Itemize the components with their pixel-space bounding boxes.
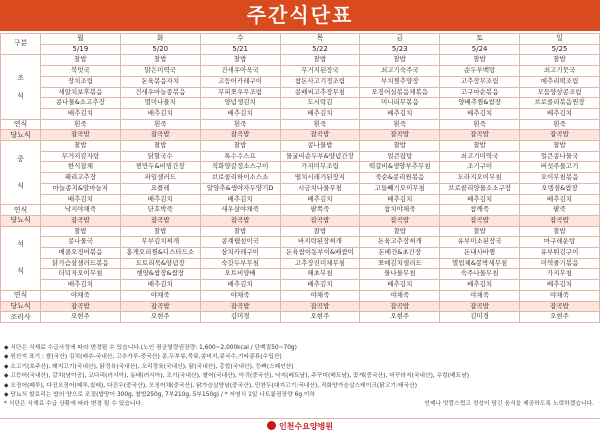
menu-cell: 오뎅점&쌈장 [520, 183, 600, 194]
menu-cell: 김미경 [200, 312, 280, 323]
menu-cell: 직화양갈정소스구이 [200, 162, 280, 173]
menu-cell: 무피쪼우무조림 [200, 87, 280, 98]
menu-cell: 찰밥 [41, 141, 121, 152]
header-label: 구분 [1, 34, 41, 55]
menu-cell: 고구마순볶음 [440, 87, 520, 98]
meal-category-label: 당뇨식 [1, 215, 41, 226]
menu-cell: 모둠양상콩조림 [520, 87, 600, 98]
menu-cell: 톡수수스프 [200, 151, 280, 162]
menu-cell: 멸미나물치 [120, 98, 200, 109]
menu-cell: 물굴비순두부&양념간장 [280, 151, 360, 162]
page-title: 주간식단표 [246, 3, 354, 27]
note-line: ◆ 당뇨식 할로리는 밥의 양으로 조절(밥양이 300g, 찰밥250g, 7부210g, 5부150g) / * 저염식 1일 나트륨권장량 6g 이하 [4, 391, 316, 398]
note-line: ◆ 원산지 표기 : 쌀(국산) 김치(배추-국내산, 고추가루-중국산) 콩,두부류,묵류,콩비지,콩국수,기타콩류(수입산) [4, 354, 282, 361]
menu-cell: 닭할국수 [120, 151, 200, 162]
day-header: 화 [120, 34, 200, 45]
menu-cell: 홍게오리찜&디스타드소 [120, 248, 200, 259]
menu-cell: 유부미소된장국 [440, 237, 520, 248]
menu-cell: 무부김치찌개 [120, 237, 200, 248]
date-header: 5/21 [200, 44, 280, 55]
menu-cell: 단호박죽 [120, 205, 200, 216]
date-header: 5/22 [280, 44, 360, 55]
menu-cell: 야채죽 [41, 290, 121, 301]
note-line: ◆ 오징어(페루), 다진오징어(페루,칠레), 다진우(중국산), 오징어채(중국산), 닭가슴살양념(중국산), 민찬두(대지고기:국내산), 직화양가슴살스테이크(닭고기:태국산) [4, 382, 418, 389]
menu-cell: 찰밥 [120, 226, 200, 237]
menu-cell: 잡곡밥 [520, 215, 600, 226]
menu-cell: 배추김치 [200, 108, 280, 119]
menu-cell: 배추김치 [200, 194, 280, 205]
menu-cell: 배추김치 [280, 108, 360, 119]
menu-cell: 낙지야채죽 [41, 205, 121, 216]
menu-cell: 찰밥 [360, 55, 440, 66]
menu-cell: 잡곡밥 [360, 215, 440, 226]
menu-cell: 잡곡밥 [520, 301, 600, 312]
menu-cell: 흰죽 [360, 119, 440, 130]
menu-cell: 김미경 [440, 312, 520, 323]
menu-cell: 야채죽 [360, 290, 440, 301]
menu-cell: 잡곡밥 [360, 301, 440, 312]
menu-cell: 참돈사고기정조림 [280, 76, 360, 87]
note-line: ◆ 소고기(호주산), 돼지고기(국내산), 닭정육(국내산), 오리정육(국내산), 닭(국내산), 홍합(국내산), 등뼈(스페인산) [4, 363, 294, 370]
menu-cell: 무거지감자탕 [41, 151, 121, 162]
menu-cell: 찰밥 [440, 226, 520, 237]
menu-cell: 찰밥 [360, 226, 440, 237]
menu-cell: 잡곡밥 [200, 215, 280, 226]
menu-cell: 배추김치 [360, 108, 440, 119]
menu-cell: 찰밥 [200, 55, 280, 66]
menu-cell: 배추김치 [120, 194, 200, 205]
menu-cell: 오징어실볶음채볶음 [360, 87, 440, 98]
day-header: 금 [360, 34, 440, 45]
menu-cell: 맑은미역국 [120, 66, 200, 77]
menu-cell: 배추김치 [520, 108, 600, 119]
menu-cell: 오이무침볶음 [520, 173, 600, 184]
menu-cell: 잡곡밥 [280, 130, 360, 141]
menu-cell: 찰밥 [520, 141, 600, 152]
day-header: 토 [440, 34, 520, 45]
notes-section [0, 344, 600, 410]
menu-cell: 흰죽 [200, 119, 280, 130]
menu-cell: 가지미무조림 [280, 162, 360, 173]
menu-cell: 찰밥 [120, 55, 200, 66]
menu-cell: 떡갈비&생양부추무침 [360, 162, 440, 173]
menu-cell: 닭가슴살샐러드볶음 [41, 258, 121, 269]
menu-cell: 패리고추장 [41, 173, 121, 184]
menu-cell: 쇠고기숙주국 [360, 66, 440, 77]
menu-cell: 잡곡밥 [120, 130, 200, 141]
menu-cell: 조기구이 [440, 162, 520, 173]
menu-cell: 돈내사바찜 [440, 248, 520, 259]
meal-category-label: 중 식 [1, 141, 41, 205]
menu-cell: 삼치카레구이 [200, 248, 280, 259]
menu-cell: 고추장무조림 [440, 76, 520, 87]
menu-cell: 잡곡밥 [41, 215, 121, 226]
meal-category-label: 당뇨식 [1, 130, 41, 141]
menu-cell: 잡곡밥 [520, 130, 600, 141]
menu-cell: 해초무침 [280, 269, 360, 280]
menu-cell: 가지무침 [520, 269, 600, 280]
note-line: ◆ 고등어(국내산), 갈치(남아공), 코다리(러시아), 동태(러시아), 조기(국내산), 쌀어(국내산), 아귀(중국산), 낙지(베트남), 주꾸미(베트남), 꽃게(중국산), 미꾸라지(국내산), 우렁(베트남) [4, 373, 470, 380]
menu-cell: 배추김치 [360, 280, 440, 291]
menu-cell: 야채죽 [440, 290, 520, 301]
menu-cell: 배추김치 [360, 194, 440, 205]
menu-cell: 도라지오이무침 [440, 173, 520, 184]
menu-cell: 매콤오징어볶음 [41, 248, 121, 259]
meal-category-label: 당뇨식 [1, 301, 41, 312]
menu-cell: 콩계웹섬이국 [200, 237, 280, 248]
menu-cell: 찐만두&비빔간장 [120, 162, 200, 173]
menu-cell: 미니리무볶음 [360, 98, 440, 109]
menu-cell: 바지락된장찌개 [280, 237, 360, 248]
menu-cell: 쇠고기뭇국 [520, 66, 600, 77]
menu-cell: 흰죽 [120, 119, 200, 130]
menu-cell: 배추김치 [280, 280, 360, 291]
menu-cell: 찰밥 [200, 226, 280, 237]
menu-cell: 흰죽 [280, 119, 360, 130]
date-header: 5/25 [520, 44, 600, 55]
menu-cell: 콩나물국 [41, 237, 121, 248]
menu-cell: 오트비양배 [200, 269, 280, 280]
menu-cell: 야채죽 [120, 290, 200, 301]
menu-cell: 북엇국 [41, 66, 121, 77]
menu-cell: 흰죽 [41, 119, 121, 130]
menu-cell: 미역줄기볶음 [520, 258, 600, 269]
menu-cell: 새알치보후볶음 [41, 87, 121, 98]
menu-cell: 찰밥 [520, 55, 600, 66]
menu-cell: 찰밥 [440, 141, 520, 152]
menu-cell: 브로콜리양물소소구장 [440, 183, 520, 194]
menu-cell: 잡곡밥 [440, 215, 520, 226]
menu-cell: 잡곡밥 [41, 130, 121, 141]
menu-cell: 야채죽 [280, 290, 360, 301]
menu-cell: 오현주 [41, 312, 121, 323]
menu-cell: 찰밥 [280, 55, 360, 66]
footer-right-note: 언제나 맛깔스럽고 정성이 담긴 음식을 제공하도록 노력하겠습니다. [424, 401, 594, 408]
date-header: 5/24 [440, 44, 520, 55]
menu-cell: 돈육쌈이동부이&배쌈이 [280, 248, 360, 259]
menu-cell: 찰밥 [120, 141, 200, 152]
menu-cell: 멸업체&봉박세무침 [440, 258, 520, 269]
menu-cell: 찰밥 [41, 55, 121, 66]
menu-cell: 도토리묵&양념장 [120, 258, 200, 269]
menu-cell: 브로콜리볶음찐장 [520, 98, 600, 109]
menu-cell: 떨치시래기된장지 [280, 173, 360, 184]
menu-cell: 콩배씨고추장무침 [280, 87, 360, 98]
hospital-name: 인천수요양병원 [278, 422, 334, 431]
menu-cell: 돈육볶음자치 [120, 76, 200, 87]
menu-cell: 돈배건&초간장 [360, 248, 440, 259]
menu-cell: 배추김치 [120, 108, 200, 119]
menu-cell: 마구레운탕 [520, 237, 600, 248]
menu-cell: 배추김치 [520, 280, 600, 291]
menu-cell: 잡곡밥 [440, 301, 520, 312]
menu-cell: 잡곡밥 [41, 301, 121, 312]
menu-cell: 돈육고추장찌개 [360, 237, 440, 248]
menu-cell: 찰밥 [520, 226, 600, 237]
menu-cell: 파일샐러드 [120, 173, 200, 184]
menu-cell: 얼큰콩나물국 [520, 151, 600, 162]
menu-cell: 유부튀김구이 [520, 248, 600, 259]
menu-cell: 양배추찜&쌈장 [440, 98, 520, 109]
menu-cell: 잡곡밥 [200, 301, 280, 312]
meal-category-label: 조리사 [1, 312, 41, 323]
menu-cell: 얼큰잡탕 [360, 151, 440, 162]
menu-cell: 고추장진미채무침 [280, 258, 360, 269]
menu-cell: 찰밥 [360, 141, 440, 152]
menu-cell: 요플레 [120, 183, 200, 194]
menu-cell: 새우살야채죽 [200, 205, 280, 216]
menu-cell: 배추김치 [41, 108, 121, 119]
menu-cell: 버섯주물고기 [520, 162, 600, 173]
menu-cell: 건새우아욱국 [200, 66, 280, 77]
menu-cell: 죽순&콩리원볶음 [360, 173, 440, 184]
menu-cell: 순두부백탕 [440, 66, 520, 77]
menu-cell: 찰밥 [280, 226, 360, 237]
menu-cell: 야채죽 [200, 290, 280, 301]
menu-cell: 쪼매김치샐러드 [360, 258, 440, 269]
menu-cell: 찰밥 [440, 55, 520, 66]
date-header: 5/20 [120, 44, 200, 55]
menu-cell: 오현주 [120, 312, 200, 323]
menu-cell: 콩나물&소고추장 [41, 98, 121, 109]
menu-cell: 건새우마늘종볶음 [120, 87, 200, 98]
hospital-brand [0, 419, 600, 434]
menu-cell: 양념생김치 [200, 98, 280, 109]
menu-cell: 햇양&쌈장&쌈장 [120, 269, 200, 280]
menu-cell: 오현주 [360, 312, 440, 323]
menu-table [0, 33, 600, 323]
hospital-logo-icon [267, 421, 276, 430]
menu-cell: 배추김치 [41, 194, 121, 205]
menu-cell: 참치야채죽 [360, 205, 440, 216]
menu-cell: 흰죽 [520, 119, 600, 130]
menu-cell: 팥죽 [520, 205, 600, 216]
menu-cell: 찰밥 [200, 141, 280, 152]
meal-category-label: 연식 [1, 205, 41, 216]
menu-cell: 배추김치 [440, 194, 520, 205]
menu-cell: 팥쪽죽 [280, 205, 360, 216]
date-header: 5/23 [360, 44, 440, 55]
day-header: 일 [520, 34, 600, 45]
menu-cell: 참깨죽 [440, 205, 520, 216]
menu-cell: 메추리떡조림 [520, 76, 600, 87]
menu-cell: 쇠고기미역국 [440, 151, 520, 162]
menu-cell: 배추김치 [120, 280, 200, 291]
menu-cell: 한식잡채 [41, 162, 121, 173]
menu-cell: 오현주 [280, 312, 360, 323]
menu-cell: 알양추&생야자두양기D [200, 183, 280, 194]
meal-category-label: 석 식 [1, 226, 41, 290]
menu-cell: 숙갓두부무침 [200, 258, 280, 269]
menu-cell: 브로콜리하이소스소 [200, 173, 280, 184]
menu-cell: 잡곡밥 [360, 130, 440, 141]
menu-cell: 잡곡밥 [120, 301, 200, 312]
note-line: ◆ 식단은 식재료 수급사정에 따라 변경될 수 있습니다.(노인 평균열량권장량: 1,600~2,000kcal / 단백질50~70g) [4, 345, 297, 351]
menu-cell: 흰죽 [440, 119, 520, 130]
date-header: 5/19 [41, 44, 121, 55]
menu-cell: 잡곡밥 [280, 215, 360, 226]
menu-cell: 부치찜추양장 [360, 76, 440, 87]
menu-cell: 마늘종지&알마늘지 [41, 183, 121, 194]
menu-cell: 시금치나물무침 [280, 183, 360, 194]
menu-cell: 물나물무침 [360, 269, 440, 280]
menu-cell: 고들빼기오이무침 [360, 183, 440, 194]
menu-cell: 잡곡밥 [120, 215, 200, 226]
menu-cell: 숙주나물무침 [440, 269, 520, 280]
menu-cell: 잡곡밥 [200, 130, 280, 141]
footer-left-note: * 식단은 식재료 수급 상황에 따라 변경 될 수 있습니다. [4, 401, 143, 408]
menu-cell: 장치조림 [41, 76, 121, 87]
menu-cell: 배추김치 [200, 280, 280, 291]
day-header: 월 [41, 34, 121, 45]
menu-cell: 배추김치 [280, 194, 360, 205]
menu-cell: 고등어카레구이 [200, 76, 280, 87]
menu-cell: 무거지된장국 [280, 66, 360, 77]
menu-cell: 잡곡밥 [440, 130, 520, 141]
menu-cell: 배추김치 [520, 194, 600, 205]
meal-category-label: 조 식 [1, 55, 41, 119]
menu-cell: 찰밥 [41, 226, 121, 237]
day-header: 수 [200, 34, 280, 45]
menu-cell: 콩나물밥 [280, 141, 360, 152]
menu-cell: 오현주 [520, 312, 600, 323]
footer-notes [0, 400, 600, 409]
menu-cell: 배추김치 [41, 280, 121, 291]
menu-cell: 도시락김 [280, 98, 360, 109]
meal-category-label: 연식 [1, 119, 41, 130]
menu-cell: 배추김치 [440, 280, 520, 291]
menu-cell: 야채죽 [520, 290, 600, 301]
menu-cell: 더덕자오이무침 [41, 269, 121, 280]
day-header: 목 [280, 34, 360, 45]
menu-cell: 배추김치 [440, 108, 520, 119]
menu-cell: 잡곡밥 [280, 301, 360, 312]
meal-category-label: 연식 [1, 290, 41, 301]
